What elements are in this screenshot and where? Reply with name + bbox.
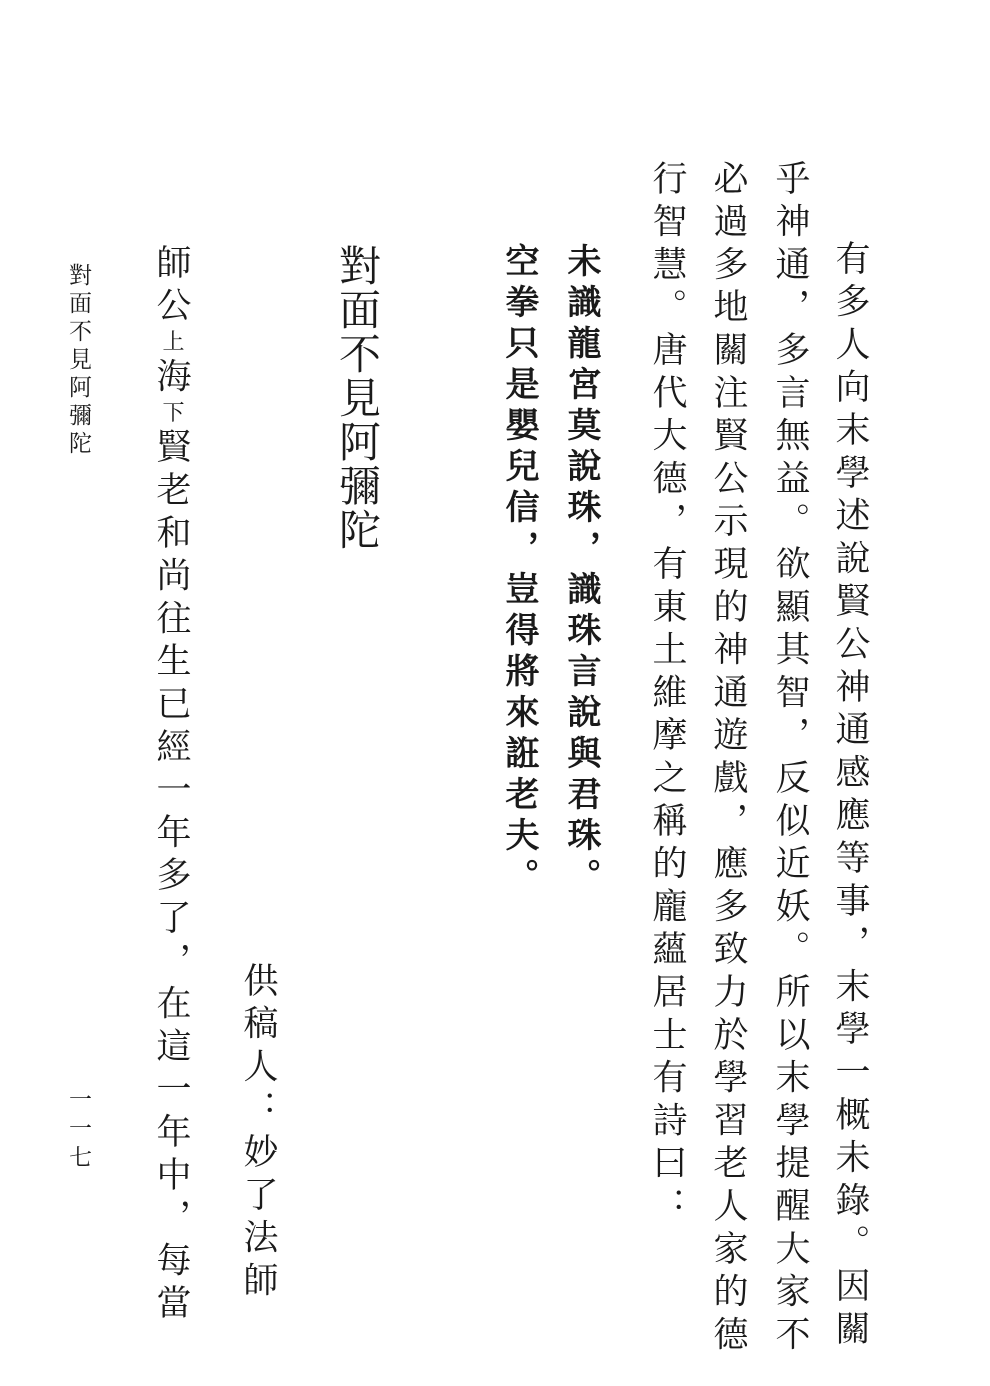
paragraph-column-4: 行智慧。唐代大德，有東土維摩之稱的龐蘊居士有詩曰：: [647, 160, 687, 1230]
running-head: 對面不見阿彌陀: [65, 263, 91, 459]
page-number: 一一七: [65, 1087, 91, 1174]
article-text-start: 師公: [151, 244, 191, 330]
poem-line-2: 空拳只是嬰兒信，豈得將來誑老夫。: [499, 243, 539, 899]
article-column-1: [151, 244, 191, 1328]
contributor-line: 供稿人：妙了法師: [238, 962, 278, 1305]
paragraph-column-3: 必過多地關注賢公示現的神通遊戲，應多致力於學習老人家的德: [708, 160, 748, 1359]
paragraph-column-2: 乎神通，多言無益。欲顯其智，反似近妖。所以末學提醒大家不: [770, 160, 810, 1359]
article-text-rest: 賢老和尚往生已經一年多了，在這一年中，每當: [151, 428, 191, 1328]
article-text-mid: 海: [151, 357, 191, 401]
poem-line-1: 未識龍宮莫說珠，識珠言說與君珠。: [561, 243, 601, 899]
paragraph-column-1: 有多人向末學述說賢公神通感應等事，末學一概未錄。因關: [830, 240, 870, 1353]
small-char-down: 下: [159, 400, 184, 429]
article-title: 對面不見阿彌陀: [333, 244, 382, 552]
small-char-up: 上: [159, 329, 184, 358]
